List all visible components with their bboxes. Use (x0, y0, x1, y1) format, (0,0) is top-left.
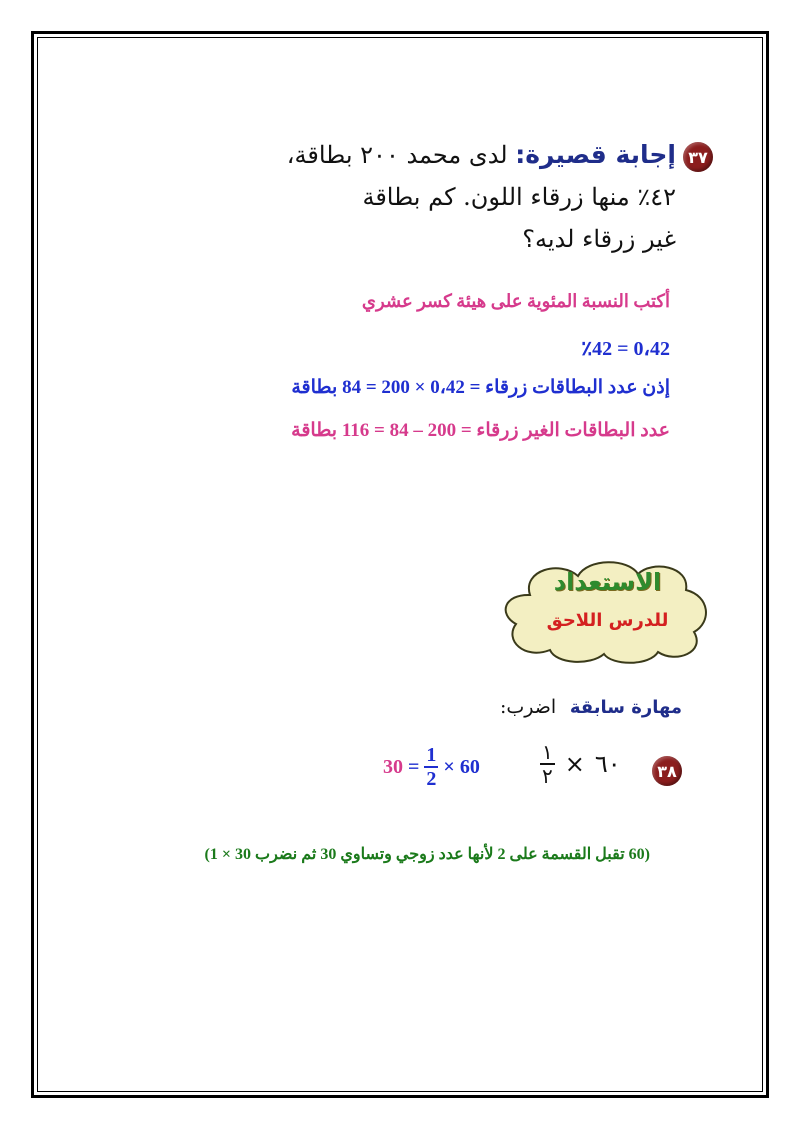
cloud-title: الاستعداد (553, 568, 662, 596)
question-37-number-badge (683, 142, 713, 172)
solution-37-step1: أكتب النسبة المئوية على هيئة كسر عشري (361, 291, 670, 311)
question-38-number: ٣٨ (657, 761, 677, 781)
solution-37-step3: إذن عدد البطاقات زرقاء = 0،42 × 200 = 84 بطاقة (291, 377, 670, 398)
question-37-line2: ٤٢٪ منها زرقاء اللون. كم بطاقة (362, 183, 676, 211)
prior-skill-instruction: اضرب: (499, 696, 557, 718)
solution-38-result: 30 (383, 755, 403, 778)
solution-38-equals: = (408, 755, 420, 778)
question-38-fraction-numerator: ١ (542, 740, 553, 764)
question-37-number: ٣٧ (688, 147, 708, 167)
question-38-times: × (564, 750, 585, 778)
question-37-text-1: لدى محمد ٢٠٠ بطاقة، (286, 141, 508, 169)
prior-skill-line (282, 696, 682, 718)
question-38-whole: ٦٠ (594, 750, 621, 778)
question-38-number-badge (652, 756, 682, 786)
question-37-line3: غير زرقاء لديه؟ (522, 225, 676, 253)
solution-38-fraction (424, 745, 438, 789)
solution-38-denominator: 2 (426, 768, 437, 790)
question-38-fraction-denominator: ٢ (542, 764, 553, 788)
question-37-line1 (156, 140, 676, 169)
prior-skill-label: مهارة سابقة (569, 697, 682, 718)
solution-38-whole: 60 (459, 755, 480, 778)
solution-37-step2: 0،42 = ٪42 (581, 338, 670, 360)
solution-38-numerator: 1 (426, 744, 437, 766)
solution-38-note: (60 تقبل القسمة على 2 لأنها عدد زوجي وتساوي 30 ثم نضرب 30 × 1) (204, 846, 650, 863)
short-answer-label: إجابة قصيرة: (515, 140, 676, 169)
question-38-expression (540, 742, 621, 786)
question-38-fraction (540, 742, 555, 786)
solution-37-step4: عدد البطاقات الغير زرقاء = 200 – 84 = 116 بطاقة (291, 420, 670, 441)
solution-38-expression (383, 745, 480, 789)
solution-38-times: × (443, 755, 455, 778)
cloud-subtitle: للدرس اللاحق (546, 610, 669, 631)
